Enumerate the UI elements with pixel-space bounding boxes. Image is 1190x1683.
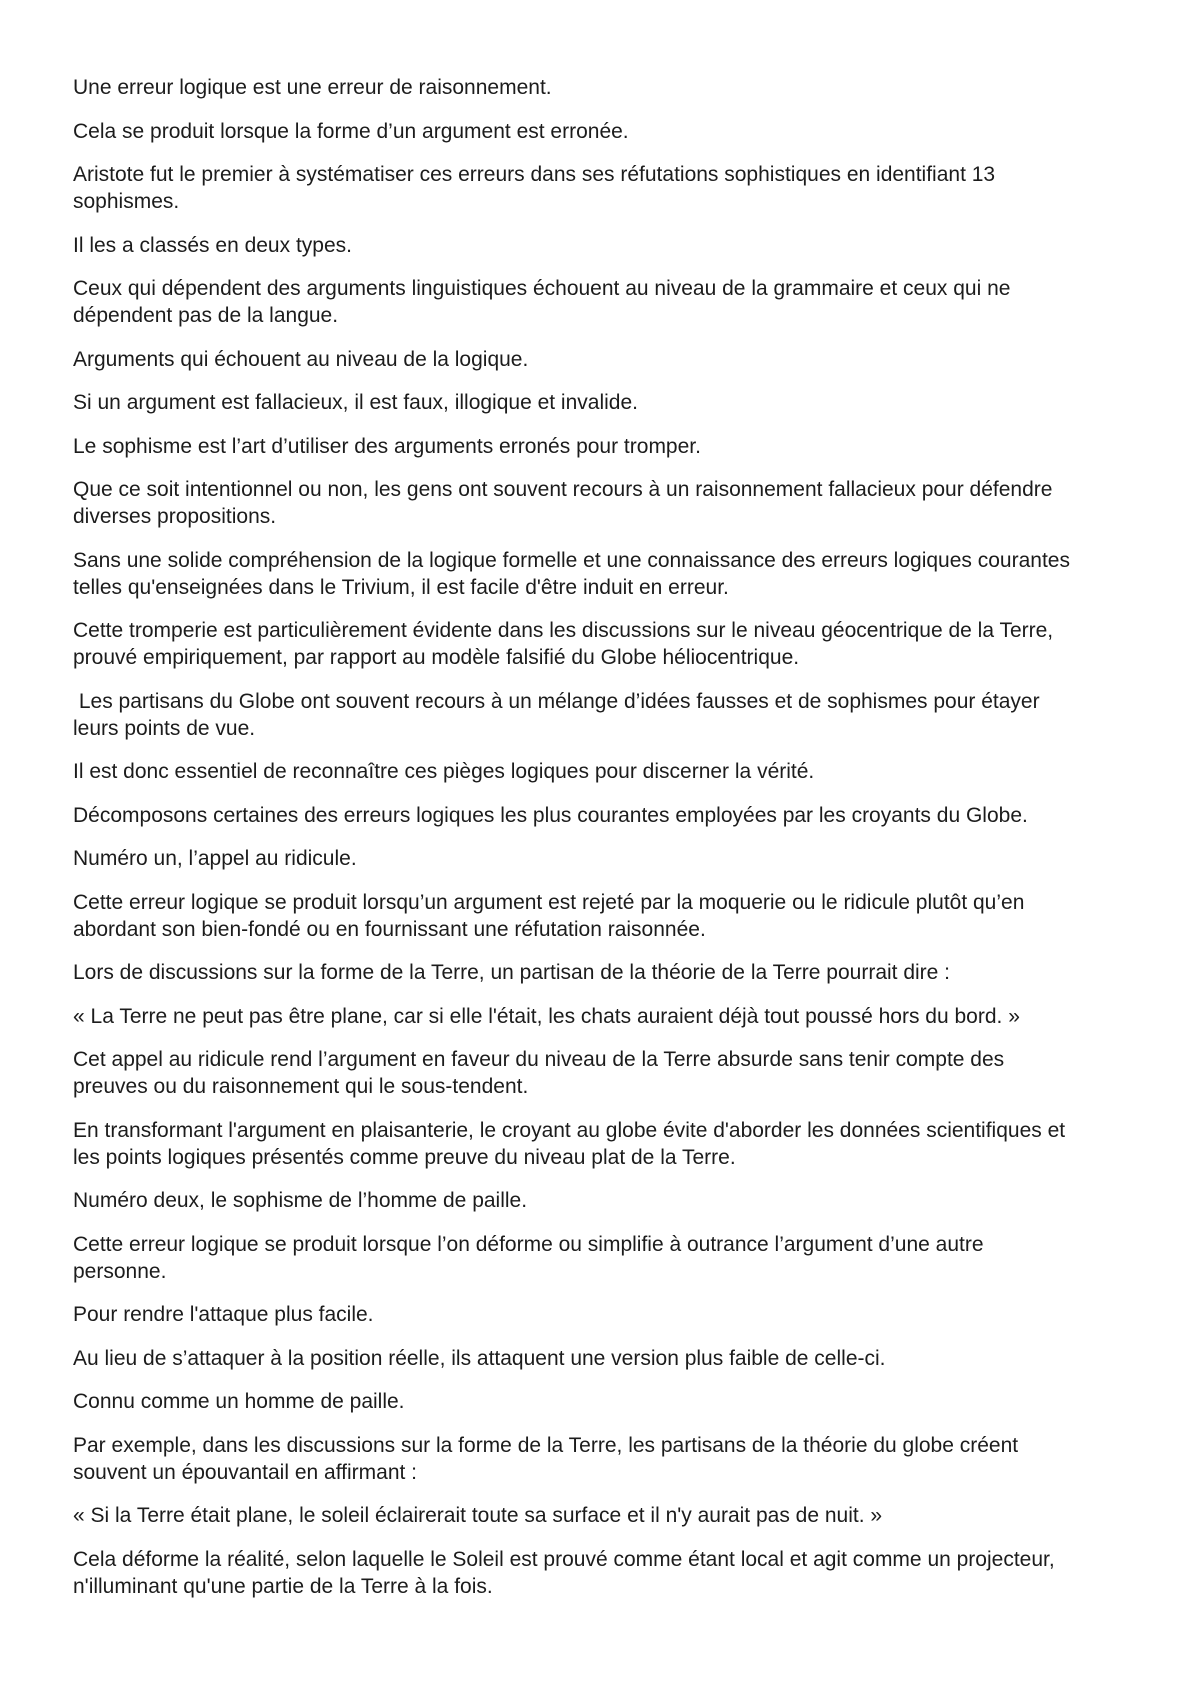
paragraph-line: Une erreur logique est une erreur de raisonnement. xyxy=(73,76,552,99)
paragraph xyxy=(73,1187,1153,1214)
paragraph xyxy=(73,889,1153,943)
paragraph xyxy=(73,688,1153,742)
paragraph-line: « La Terre ne peut pas être plane, car si elle l'était, les chats auraient déjà tout poussé hors du bord. » xyxy=(73,1004,1020,1028)
paragraph-line: Il est donc essentiel de reconnaître ces pièges logiques pour discerner la vérité. xyxy=(73,760,815,783)
paragraph-line: leurs points de vue. xyxy=(73,716,256,740)
paragraph-line: sophismes. xyxy=(73,190,180,213)
paragraph xyxy=(73,389,1153,416)
paragraph xyxy=(73,1502,1153,1529)
paragraph-line: Décomposons certaines des erreurs logiques les plus courantes employées par les croyants du Globe. xyxy=(73,803,1028,827)
paragraph-line: Connu comme un homme de paille. xyxy=(73,1390,405,1413)
paragraph xyxy=(73,1432,1153,1486)
paragraph xyxy=(73,161,1153,215)
paragraph-line: abordant son bien-fondé ou en fournissant une réfutation raisonnée. xyxy=(73,917,706,941)
paragraph xyxy=(73,74,1153,101)
paragraph xyxy=(73,1046,1153,1100)
paragraph-line: dépendent pas de la langue. xyxy=(73,304,339,327)
paragraph xyxy=(73,547,1153,601)
paragraph xyxy=(73,476,1153,530)
paragraph xyxy=(73,433,1153,460)
paragraph xyxy=(73,1345,1153,1372)
paragraph-line: Sans une solide compréhension de la logique formelle et une connaissance des erreurs logiques courantes xyxy=(73,548,1070,572)
paragraph xyxy=(73,346,1153,373)
paragraph xyxy=(73,1388,1153,1415)
paragraph xyxy=(73,758,1153,785)
paragraph-line: Le sophisme est l’art d’utiliser des arguments erronés pour tromper. xyxy=(73,434,701,458)
paragraph-line: les points logiques présentés comme preuve du niveau plat de la Terre. xyxy=(73,1145,736,1169)
paragraph xyxy=(73,959,1153,986)
paragraph-line: Cette erreur logique se produit lorsqu’un argument est rejeté par la moquerie ou le ridicule plutôt qu’en xyxy=(73,890,1025,914)
document-page xyxy=(73,74,1153,1616)
paragraph-line: preuves ou du raisonnement qui le sous-tendent. xyxy=(73,1075,529,1098)
paragraph-line: « Si la Terre était plane, le soleil éclairerait toute sa surface et il n'y aurait pas de nuit. » xyxy=(73,1504,883,1527)
paragraph-line: Si un argument est fallacieux, il est faux, illogique et invalide. xyxy=(73,391,638,414)
paragraph-line: Au lieu de s’attaquer à la position réelle, ils attaquent une version plus faible de celle-ci. xyxy=(73,1346,886,1370)
paragraph xyxy=(73,1546,1153,1600)
paragraph-line: Numéro deux, le sophisme de l’homme de paille. xyxy=(73,1189,528,1212)
paragraph-line: Lors de discussions sur la forme de la Terre, un partisan de la théorie de la Terre pourrait dire : xyxy=(73,961,951,984)
paragraph-line: Numéro un, l’appel au ridicule. xyxy=(73,847,357,870)
paragraph-line: Il les a classés en deux types. xyxy=(73,233,352,257)
paragraph xyxy=(73,1003,1153,1030)
paragraph xyxy=(73,1117,1153,1171)
paragraph xyxy=(73,118,1153,145)
paragraph-line: Aristote fut le premier à systématiser ces erreurs dans ses réfutations sophistiques en identifiant 13 xyxy=(73,163,996,186)
paragraph-line: telles qu'enseignées dans le Trivium, il est facile d'être induit en erreur. xyxy=(73,575,729,599)
paragraph-line: Cet appel au ridicule rend l’argument en faveur du niveau de la Terre absurde sans tenir compte des xyxy=(73,1048,1005,1071)
paragraph xyxy=(73,1231,1153,1285)
paragraph xyxy=(73,1301,1153,1328)
paragraph-line: En transformant l'argument en plaisanterie, le croyant au globe évite d'aborder les données scientifiques et xyxy=(73,1118,1066,1142)
paragraph-line: Par exemple, dans les discussions sur la forme de la Terre, les partisans de la théorie du globe créent xyxy=(73,1433,1019,1457)
paragraph-line: diverses propositions. xyxy=(73,505,277,528)
paragraph-line: Cette tromperie est particulièrement évidente dans les discussions sur le niveau géocentrique de la Terre, xyxy=(73,619,1054,642)
paragraph-line: Cette erreur logique se produit lorsque l’on déforme ou simplifie à outrance l’argument d’une autre xyxy=(73,1232,984,1256)
paragraph-line: Cela déforme la réalité, selon laquelle le Soleil est prouvé comme étant local et agit comme un projecteur, xyxy=(73,1547,1055,1571)
paragraph xyxy=(73,617,1153,671)
paragraph-line: personne. xyxy=(73,1259,167,1283)
paragraph-line: Arguments qui échouent au niveau de la logique. xyxy=(73,347,529,371)
paragraph-line: Pour rendre l'attaque plus facile. xyxy=(73,1303,374,1326)
paragraph-line: souvent un épouvantail en affirmant : xyxy=(73,1460,418,1484)
paragraph xyxy=(73,275,1153,329)
paragraph xyxy=(73,232,1153,259)
paragraph-line: Cela se produit lorsque la forme d’un argument est erronée. xyxy=(73,119,629,143)
paragraph-line: Ceux qui dépendent des arguments linguistiques échouent au niveau de la grammaire et ceux qui ne xyxy=(73,277,1011,300)
paragraph-line: Les partisans du Globe ont souvent recours à un mélange d’idées fausses et de sophismes pour étayer xyxy=(73,689,1040,713)
paragraph-line: prouvé empiriquement, par rapport au modèle falsifié du Globe héliocentrique. xyxy=(73,646,800,669)
paragraph-line: Que ce soit intentionnel ou non, les gens ont souvent recours à un raisonnement fallacieux pour défendre xyxy=(73,478,1053,501)
paragraph xyxy=(73,845,1153,872)
paragraph-line: n'illuminant qu'une partie de la Terre à la fois. xyxy=(73,1574,493,1598)
paragraph xyxy=(73,802,1153,829)
